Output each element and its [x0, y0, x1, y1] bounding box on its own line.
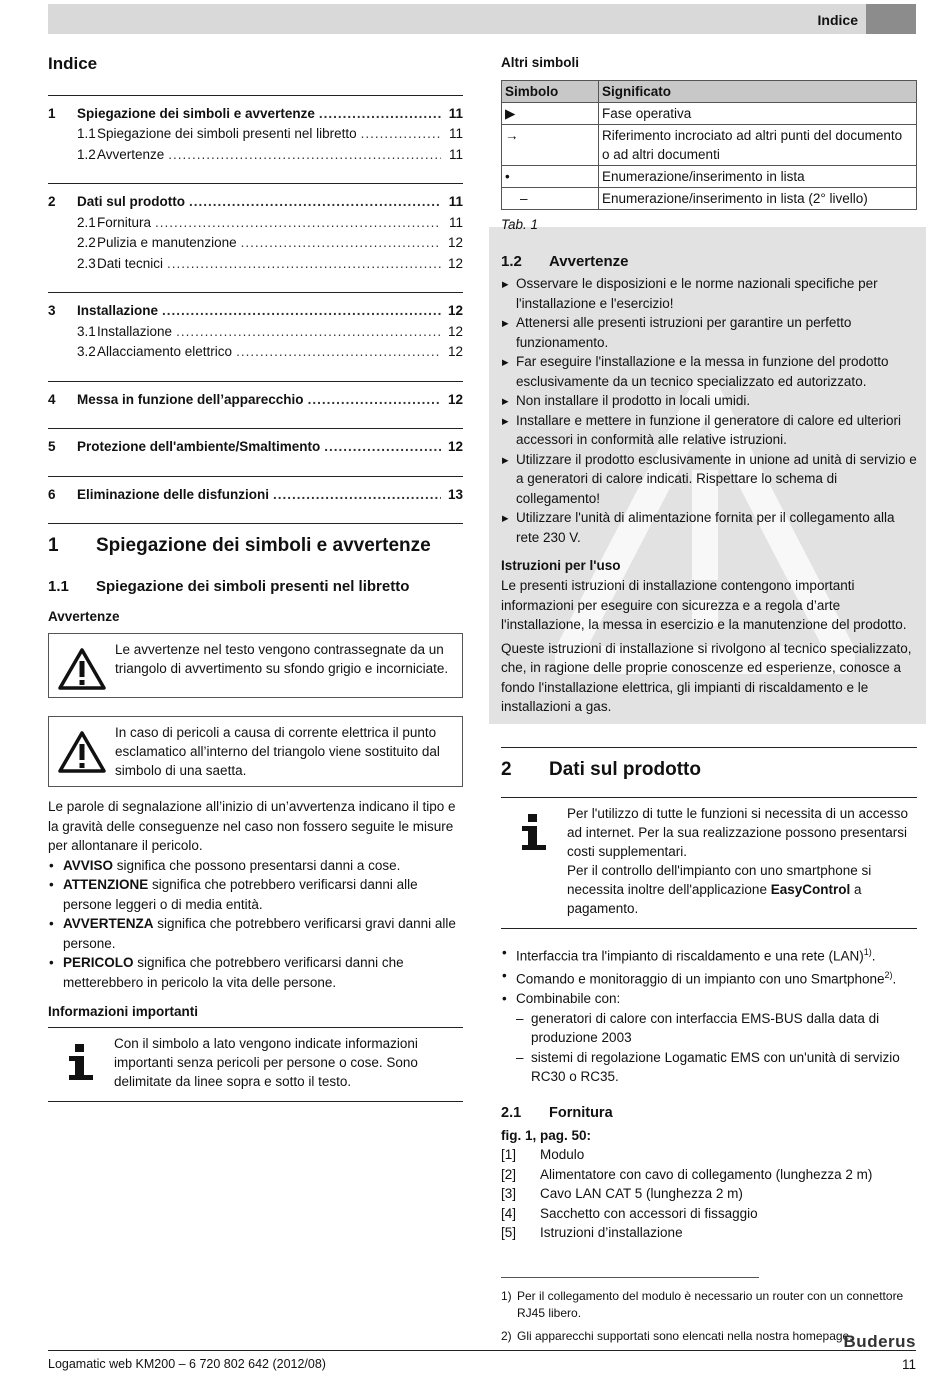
info-text: Con il simbolo a lato vengono indicate informazioni importanti senza pericoli per persone o cose. Sono delimitate da linee sopra e sotto il testo.: [114, 1035, 418, 1089]
toc-number: 3.1: [77, 323, 96, 339]
toc-subentry[interactable]: [48, 342, 463, 363]
table-row: [502, 188, 917, 210]
section-number: 1: [48, 535, 59, 557]
table-row: [502, 125, 917, 166]
document-id: Logamatic web KM200 – 6 720 802 642 (2012/08): [48, 1357, 326, 1371]
toc-group: [48, 381, 463, 411]
warning-triangle-icon: [49, 722, 115, 780]
table-caption: Tab. 1: [501, 217, 539, 233]
toc-group: [48, 428, 463, 458]
list-item-text: Comando e monitoraggio di un impianto con uno Smartphone: [516, 971, 885, 987]
usage-heading: Istruzioni per l'uso: [501, 558, 621, 574]
subsection-title: Fornitura: [549, 1104, 613, 1121]
subsection-number: 1.1: [48, 577, 69, 595]
footnote-ref: 2): [884, 970, 893, 981]
toc-page: 11: [448, 214, 463, 230]
usage-paragraph: Le presenti istruzioni di installazione contengono importanti informazioni per eseguire con sicurezza e a regola d’arte l'installazione, la messa in esercizio e la manutenzione del prodotto.: [501, 578, 907, 632]
toc-title: Protezione dell'ambiente/Smaltimento: [77, 439, 321, 455]
signal-word: AVVISO: [63, 857, 114, 873]
toc-group: [48, 292, 463, 363]
table-header-row: [502, 80, 917, 103]
info-box: [501, 797, 917, 929]
toc-page: 12: [447, 303, 463, 319]
toc-page: 12: [447, 235, 463, 251]
right-column: [501, 48, 917, 1345]
section-title: Spiegazione dei simboli e avvertenze: [96, 535, 431, 557]
toc-leader: [324, 437, 441, 458]
item-key: [5]: [501, 1225, 517, 1241]
toc-leader: [168, 145, 441, 166]
toc-page: 11: [448, 126, 463, 142]
section-title: Dati sul prodotto: [549, 758, 701, 780]
usage-paragraph: Queste istruzioni di installazione si rivolgono al tecnico specializzato, che, in ragione delle proprie conoscenze ed esperienze, conosce a fondo l'installazione elettrica, gli impianti di riscaldamento e le installazioni a gas.: [501, 640, 912, 714]
item-label: Istruzioni d’installazione: [540, 1225, 683, 1241]
meaning-cell: Riferimento incrociato ad altri punti del documento o ad altri documenti: [599, 125, 917, 166]
info-heading: Informazioni importanti: [48, 1004, 198, 1019]
info-text-part: a pagamento.: [567, 882, 862, 917]
toc-number: 2.3: [77, 255, 96, 271]
app-name: EasyControl: [770, 882, 851, 898]
meaning-cell: Fase operativa: [599, 103, 917, 125]
table-row: [502, 103, 917, 125]
toc-subentry[interactable]: [48, 254, 463, 275]
item-label: Modulo: [540, 1147, 585, 1163]
page-number: 11: [901, 1357, 916, 1372]
header-title: Indice: [817, 12, 858, 28]
signal-word-meaning: significa che possono presentarsi danni a cose.: [113, 857, 401, 873]
supply-item: [501, 1204, 917, 1224]
item-key: [2]: [501, 1166, 517, 1182]
toc-number: 5: [48, 439, 56, 455]
list-item: • Interfaccia tra l'impianto di riscaldamento e una rete (LAN)$^{1)}$.: [501, 943, 917, 966]
signal-word-meaning: significa che potrebbero verificarsi danni alle persone leggeri o di media entità.: [63, 877, 418, 912]
toc-title: Dati tecnici: [97, 255, 164, 271]
list-item: ▶ Far eseguire l'installazione e la messa in funzione del prodotto esclusivamente da un tecnico specializzato ed autorizzato.: [501, 352, 917, 391]
section-rule: [48, 523, 463, 524]
info-icon: [48, 1034, 114, 1091]
info-paragraph: Per l'utilizzo di tutte le funzioni si necessita di un accesso ad internet. Per la sua realizzazione possono presentarsi costi supplementari.: [567, 806, 909, 860]
section-1-2-heading: [501, 251, 917, 273]
toc-number: 1.1: [77, 126, 96, 142]
toc-leader: [189, 192, 441, 213]
section-number: 2: [501, 758, 512, 780]
list-item: ▶ Installare e mettere in funzione il generatore di calore ed ulteriori accessori in conformità alle relative istruzioni.: [501, 411, 917, 450]
toc-page: 12: [447, 344, 463, 360]
toc-subentry[interactable]: [48, 213, 463, 234]
symbol-cell: →: [502, 125, 599, 166]
subsection-title: Spiegazione dei simboli presenti nel libretto: [96, 577, 410, 595]
toc-title: Spiegazione dei simboli presenti nel libretto: [97, 126, 357, 142]
info-paragraph: [567, 861, 909, 918]
signal-word-item: [48, 875, 463, 914]
product-features-list: [501, 943, 917, 1009]
list-item: ▶ Utilizzare il prodotto esclusivamente in unione ad unità di servizio e a generatori di calore indicati. Rispettare lo schema di collegamento!: [501, 450, 917, 509]
toc-entry[interactable]: [48, 485, 463, 506]
footnote-key: 2): [501, 1328, 512, 1343]
toc-number: 2.2: [77, 235, 96, 251]
supply-item: [501, 1184, 917, 1204]
section-rule: [501, 747, 917, 748]
toc-title: Pulizia e manutenzione: [97, 235, 237, 251]
list-item: ▶ Attenersi alle presenti istruzioni per garantire un perfetto funzionamento.: [501, 313, 917, 352]
supply-item: [501, 1165, 917, 1185]
header-block: [866, 4, 916, 34]
supply-item: [501, 1223, 917, 1243]
footnote-text: Per il collegamento del modulo è necessario un router con un connettore RJ45 libero.: [517, 1288, 904, 1320]
symbol-cell: –: [502, 188, 599, 210]
toc-title: Eliminazione delle disfunzioni: [77, 486, 270, 502]
toc-title: Messa in funzione dell’apparecchio: [77, 391, 304, 407]
compatible-list: [501, 1009, 917, 1087]
info-text: [567, 804, 909, 918]
list-item: ▶ Osservare le disposizioni e le norme nazionali specifiche per l'installazione e l'esercizio!: [501, 274, 917, 313]
signal-word-meaning: significa che potrebbero verificarsi gravi danni alle persone.: [63, 916, 456, 951]
signal-word-meaning: significa che potrebbero verificarsi danni che metterebbero in pericolo la vita delle persone.: [63, 955, 404, 990]
toc-subentry[interactable]: [48, 322, 463, 343]
toc-number: 3: [48, 303, 56, 319]
info-icon: [501, 804, 567, 918]
toc-leader: [162, 301, 441, 322]
subsection-title: Avvertenze: [549, 252, 629, 270]
toc-page: 11: [448, 105, 463, 121]
section-2-heading: [501, 756, 917, 784]
toc-title: Installazione: [77, 303, 159, 319]
page-header: [48, 4, 916, 34]
list-item: • Comando e monitoraggio di un impianto con uno Smartphone$^{2)}$.: [501, 966, 917, 989]
signal-word-item: [48, 914, 463, 953]
toc-page: 13: [447, 486, 463, 502]
toc-title: Allacciamento elettrico: [97, 344, 233, 360]
footer-rule: [48, 1350, 916, 1351]
toc-page: 12: [447, 323, 463, 339]
toc-group: [48, 476, 463, 506]
toc-page: 11: [448, 194, 463, 210]
brand-logo: Buderus: [843, 1332, 916, 1351]
signal-word-item: [48, 856, 463, 876]
list-item: – sistemi di regolazione Logamatic EMS con un'unità di servizio RC30 o RC35.: [501, 1048, 917, 1087]
item-key: [3]: [501, 1186, 517, 1202]
info-text-part: Per il controllo dell'impianto con uno smartphone si necessita inoltre dell'applicazione: [567, 863, 872, 898]
toc-leader: [241, 233, 441, 254]
meaning-cell: Enumerazione/inserimento in lista (2° livello): [599, 188, 917, 210]
signal-word: PERICOLO: [63, 955, 134, 970]
col-meaning-header: Significato: [599, 80, 917, 103]
footnote-text: Gli apparecchi supportati sono elencati nella nostra homepage.: [517, 1328, 853, 1343]
footnote-key: 1): [501, 1288, 512, 1303]
toc-number: 1.2: [77, 146, 96, 162]
toc-title: Fornitura: [97, 214, 152, 230]
toc-entry[interactable]: [48, 104, 463, 125]
table-of-contents: [48, 95, 463, 506]
toc-number: 2: [48, 194, 56, 210]
list-item-text: Interfaccia tra l'impianto di riscaldamento e una rete (LAN): [516, 948, 864, 964]
signal-word: ATTENZIONE: [63, 877, 149, 892]
symbol-cell: •: [502, 166, 599, 188]
item-label: Alimentatore con cavo di collegamento (lunghezza 2 m): [540, 1166, 873, 1182]
item-label: Cavo LAN CAT 5 (lunghezza 2 m): [540, 1186, 743, 1202]
list-item: [501, 989, 917, 1009]
toc-leader: [361, 124, 441, 145]
safety-instructions-list: [501, 274, 917, 547]
toc-number: 3.2: [77, 344, 96, 360]
symbol-cell: ▶: [502, 103, 599, 125]
avvertenze-heading: Avvertenze: [48, 609, 120, 625]
signal-word-item: [48, 953, 463, 992]
list-item: ▶ Non installare il prodotto in locali umidi.: [501, 391, 917, 411]
toc-entry[interactable]: [48, 437, 463, 458]
toc-subentry[interactable]: [48, 124, 463, 145]
section-1-heading: [48, 532, 463, 560]
symbols-table: [501, 80, 917, 211]
footnote: [501, 1288, 917, 1322]
toc-number: 2.1: [77, 214, 96, 230]
toc-leader: [167, 254, 441, 275]
toc-title: Indice: [48, 54, 98, 73]
subsection-number: 2.1: [501, 1104, 522, 1121]
toc-page: 11: [448, 146, 463, 162]
toc-page: 12: [447, 391, 463, 407]
toc-entry[interactable]: [48, 192, 463, 213]
toc-leader: [308, 390, 441, 411]
footnote-rule: [501, 1277, 759, 1278]
toc-number: 1: [48, 105, 56, 121]
toc-page: 12: [447, 439, 463, 455]
footnote-ref: 1): [863, 947, 872, 958]
warning-text: Le avvertenze nel testo vengono contrassegnate da un triangolo di avvertimento su sfondo grigio e incorniciate.: [115, 642, 449, 676]
toc-leader: [155, 213, 441, 234]
toc-title: Dati sul prodotto: [77, 194, 185, 210]
signal-word: AVVERTENZA: [63, 916, 154, 931]
subsection-number: 1.2: [501, 252, 522, 270]
left-column: [48, 48, 463, 1102]
warning-triangle-icon: [49, 639, 115, 691]
meaning-cell: Enumerazione/inserimento in lista: [599, 166, 917, 188]
item-key: [4]: [501, 1205, 517, 1221]
electric-warning-box: [48, 716, 463, 787]
supply-list: [501, 1145, 917, 1243]
toc-page: 12: [447, 255, 463, 271]
toc-entry[interactable]: [48, 301, 463, 322]
table-row: [502, 166, 917, 188]
toc-title: Avvertenze: [97, 146, 165, 162]
item-label: Sacchetto con accessori di fissaggio: [540, 1205, 758, 1221]
figure-reference: fig. 1, pag. 50:: [501, 1127, 592, 1143]
toc-title: Spiegazione dei simboli e avvertenze: [77, 105, 315, 121]
toc-number: 4: [48, 391, 56, 407]
warning-text: In caso di pericoli a causa di corrente elettrica il punto esclamatico all’interno del triangolo viene sostituito dal simbolo di una saetta.: [115, 725, 440, 778]
list-item-text: Combinabile con:: [516, 991, 621, 1007]
toc-entry[interactable]: [48, 390, 463, 411]
toc-number: 6: [48, 486, 56, 502]
col-symbol-header: Simbolo: [502, 80, 599, 103]
supply-item: [501, 1145, 917, 1165]
section-2-1-heading: [501, 1103, 917, 1124]
toc-subentry[interactable]: [48, 145, 463, 166]
item-key: [1]: [501, 1147, 517, 1163]
info-box: [48, 1027, 463, 1102]
toc-subentry[interactable]: [48, 233, 463, 254]
other-symbols-heading: Altri simboli: [501, 55, 580, 70]
toc-leader: [273, 485, 441, 506]
list-item: ▶ Utilizzare l'unità di alimentazione fornita per il collegamento alla rete 230 V.: [501, 508, 917, 547]
signal-words-list: [48, 856, 463, 993]
toc-title: Installazione: [97, 323, 173, 339]
toc-group: [48, 95, 463, 166]
toc-leader: [176, 322, 441, 343]
toc-leader: [319, 104, 441, 125]
warning-box: [48, 633, 463, 698]
toc-group: [48, 183, 463, 274]
signal-words-intro: Le parole di segnalazione all’inizio di un’avvertenza indicano il tipo e la gravità delle conseguenze nel caso non fossero seguite le misure per allontanare il pericolo.: [48, 799, 456, 853]
list-item: – generatori di calore con interfaccia EMS-BUS dalla data di produzione 2003: [501, 1009, 917, 1048]
section-1-1-heading: [48, 576, 463, 598]
toc-leader: [236, 342, 441, 363]
